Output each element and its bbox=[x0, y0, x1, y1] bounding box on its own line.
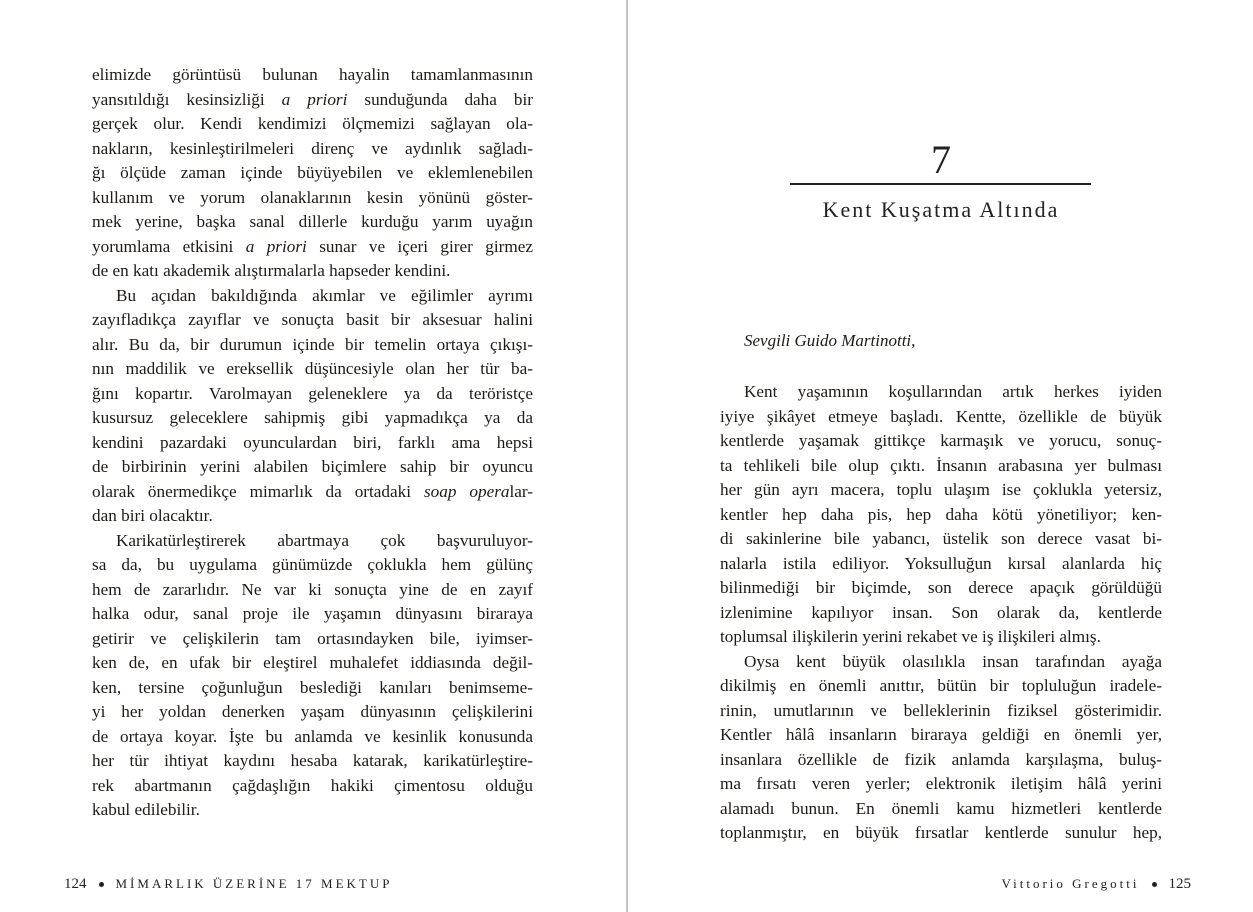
text-run: nakların, kesinleştirilmeleri direnç ve aydınlık sağladı- bbox=[92, 138, 533, 158]
text-line bbox=[92, 578, 533, 603]
running-head-author: Vittorio Gregotti bbox=[1001, 876, 1140, 891]
letter-salutation: Sevgili Guido Martinotti, bbox=[744, 331, 916, 350]
text-line bbox=[720, 821, 1162, 846]
text-run: ğı ölçüde zaman içinde büyüyebilen ve eklemlenebilen bbox=[92, 163, 533, 182]
text-line bbox=[92, 749, 533, 774]
text-line bbox=[720, 601, 1162, 626]
text-line bbox=[720, 723, 1162, 748]
text-line bbox=[720, 699, 1162, 724]
text-line bbox=[92, 504, 533, 529]
chapter-rule bbox=[790, 183, 1091, 185]
text-run: gerçek olur. Kendi kendimizi ölçmemizi sağlayan ola- bbox=[92, 114, 533, 133]
text-run: yi her yoldan denerken yaşam dünyasının çelişkilerini bbox=[92, 702, 533, 721]
text-run: de en katı akademik alıştırmalarla hapseder kendini. bbox=[92, 261, 451, 280]
text-run: kabul edilebilir. bbox=[92, 800, 200, 819]
text-line bbox=[92, 382, 533, 407]
text-run: de birbirinin yerini alabilen biçimlere sahip bir oyuncu bbox=[92, 457, 533, 476]
text-line bbox=[92, 798, 533, 823]
text-run: alamadı bunun. En önemli kamu hizmetleri kentlerde bbox=[720, 798, 1162, 818]
text-line bbox=[92, 88, 533, 113]
text-run: rinin, umutlarının ve belleklerinin fiziksel gösterimidir. bbox=[720, 700, 1162, 720]
right-page bbox=[628, 0, 1253, 912]
text-run: yorumlama etkisini bbox=[92, 236, 246, 256]
text-line bbox=[92, 627, 533, 652]
text-run: mek yerine, başka sanal dillerle kurduğu yarım uyağın bbox=[92, 212, 533, 231]
text-run: rek abartmanın çağdaşlığın hakiki çimentosu olduğu bbox=[92, 775, 533, 795]
text-run: kullanım ve yorum olanaklarının kesin yönünü göster- bbox=[92, 187, 533, 207]
text-line bbox=[720, 797, 1162, 822]
text-run: toplumsal ilişkilerin yerini rekabet ve iş ilişkileri almış. bbox=[720, 627, 1101, 646]
text-run: ta tehlikeli bile olup çıktı. İnsanın arabasına yer bulması bbox=[720, 455, 1162, 475]
text-line bbox=[92, 725, 533, 750]
left-page-body bbox=[92, 63, 533, 823]
text-line bbox=[720, 625, 1162, 650]
chapter-number: 7 bbox=[931, 137, 951, 182]
text-line bbox=[92, 235, 533, 260]
text-run: bilinmediği bir biçimde, son derece apaçık görüldüğü bbox=[720, 578, 1162, 597]
text-run: ğını kopartır. Varolmayan geleneklere ya da teröristçe bbox=[92, 383, 533, 403]
text-run: alır. Bu da, bir durumun içinde bir temelin ortaya çıkışı- bbox=[92, 334, 533, 354]
text-run: toplanmıştır, en büyük fırsatlar kentlerde sunulur hep, bbox=[720, 823, 1162, 842]
text-run: sunar ve içeri girer girmez bbox=[306, 236, 533, 256]
text-line bbox=[720, 454, 1162, 479]
text-line bbox=[92, 406, 533, 431]
text-line bbox=[92, 431, 533, 456]
text-run: yansıtıldığı kesinsizliği bbox=[92, 89, 282, 109]
text-line bbox=[720, 674, 1162, 699]
text-line bbox=[92, 112, 533, 137]
text-line bbox=[720, 405, 1162, 430]
text-line bbox=[92, 137, 533, 162]
text-run: Oysa kent büyük olasılıkla insan tarafından ayağa bbox=[744, 651, 1162, 671]
text-line bbox=[92, 676, 533, 701]
text-run: di sakinlerine bile yabancı, üstelik son derece vasat bi- bbox=[720, 529, 1162, 548]
running-head-book-title: MİMARLIK ÜZERİNE 17 MEKTUP bbox=[115, 876, 393, 891]
page-number: 124 bbox=[64, 876, 87, 892]
italic-term: a priori bbox=[245, 236, 307, 256]
text-line bbox=[92, 186, 533, 211]
text-run: Karikatürleştirerek abartmaya çok başvuruluyor- bbox=[116, 530, 533, 550]
italic-term: a priori bbox=[281, 89, 348, 109]
bullet-icon bbox=[1152, 882, 1157, 887]
left-page bbox=[0, 0, 626, 912]
text-run: nalarla istila ediliyor. Yoksulluğun kırsal alanlarda hiç bbox=[720, 553, 1162, 573]
text-line bbox=[720, 380, 1162, 405]
text-line bbox=[720, 478, 1162, 503]
text-run: dikilmiş en önemli anıttır, bütün bir topluluğun iradele- bbox=[720, 676, 1162, 695]
text-run: sunduğunda daha bir bbox=[347, 89, 533, 109]
text-run: izlenimine kapılıyor insan. Son olarak da, kentlerde bbox=[720, 602, 1162, 622]
text-line bbox=[720, 429, 1162, 454]
text-line bbox=[92, 651, 533, 676]
text-run: hem de zararlıdır. Ne var ki sonuçta yine de en zayıf bbox=[92, 579, 533, 599]
text-run: dan biri olacaktır. bbox=[92, 506, 213, 525]
text-run: elimizde görüntüsü bulunan hayalin tamamlanmasının bbox=[92, 65, 533, 84]
text-run: ken de, en ufak bir eleştirel muhalefet iddiasında değil- bbox=[92, 653, 533, 672]
text-run: her gün ayrı macera, toplu ulaşım ise çoklukla yetersiz, bbox=[720, 480, 1162, 499]
text-line bbox=[720, 503, 1162, 528]
text-run: kentlerde yaşamak gittikçe karmaşık ve yorucu, sonuç- bbox=[720, 431, 1162, 450]
text-line bbox=[720, 748, 1162, 773]
text-run: ma fırsatı veren yerler; elektronik iletişim hâlâ yerini bbox=[720, 774, 1162, 793]
italic-term: soap opera bbox=[423, 481, 510, 501]
text-line bbox=[92, 161, 533, 186]
text-line bbox=[92, 553, 533, 578]
text-line bbox=[92, 700, 533, 725]
text-run: Kent yaşamının koşullarından artık herkes iyiden bbox=[744, 382, 1162, 401]
left-page-footer bbox=[64, 876, 392, 893]
text-line bbox=[92, 455, 533, 480]
text-run: her tür ihtiyat kaydını hesaba katarak, karikatürleştire- bbox=[92, 751, 533, 770]
text-run: insanlara özellikle de fizik anlamda karşılaşma, buluş- bbox=[720, 749, 1162, 769]
text-run: sa da, bu uygulama günümüzde çoklukla hem gülünç bbox=[92, 555, 533, 574]
text-run: kendini pazardaki oyunculardan biri, farklı ama hepsi bbox=[92, 432, 533, 452]
text-line bbox=[92, 529, 533, 554]
text-line bbox=[720, 772, 1162, 797]
text-line bbox=[92, 284, 533, 309]
text-run: getirir ve çelişkilerin tam ortasındayken bile, iyimser- bbox=[92, 628, 533, 648]
page-number: 125 bbox=[1168, 876, 1191, 892]
text-run: iyiye şikâyet etmeye başladı. Kentte, özellikle de büyük bbox=[720, 406, 1162, 426]
text-run: Bu açıdan bakıldığında akımlar ve eğilimler ayrımı bbox=[116, 285, 533, 305]
text-run: kusursuz geleceklere sahipmiş gibi yapmadıkça ya da bbox=[92, 408, 533, 427]
text-run: kentler hep daha pis, hep daha kötü yönetiliyor; ken- bbox=[720, 504, 1162, 524]
text-line bbox=[92, 333, 533, 358]
right-page-body bbox=[720, 380, 1162, 846]
text-line bbox=[92, 63, 533, 88]
text-line bbox=[720, 552, 1162, 577]
text-line bbox=[92, 774, 533, 799]
text-line bbox=[92, 480, 533, 505]
text-run: ken, tersine çoğunluğun beslediği kanıları benimseme- bbox=[92, 677, 533, 697]
text-line bbox=[92, 308, 533, 333]
text-line bbox=[720, 527, 1162, 552]
text-line bbox=[720, 650, 1162, 675]
text-line bbox=[92, 259, 533, 284]
text-run: zayıfladıkça zayıflar ve sonuçta basit bir aksesuar halini bbox=[92, 310, 533, 329]
text-run: halka odur, sanal proje ile yaşamın dünyasını biraraya bbox=[92, 604, 533, 623]
text-line bbox=[92, 357, 533, 382]
text-run: olarak önermedikçe mimarlık da ortadaki bbox=[92, 481, 424, 501]
chapter-title: Kent Kuşatma Altında bbox=[822, 197, 1060, 222]
text-run: lar- bbox=[509, 481, 533, 501]
text-run: nın maddilik ve ereksellik düşüncesiyle olan her tür ba- bbox=[92, 359, 533, 378]
text-run: de ortaya koyar. İşte bu anlamda ve kesinlik konusunda bbox=[92, 726, 533, 746]
text-run: Kentler hâlâ insanların biraraya geldiği en önemli yer, bbox=[720, 725, 1162, 744]
text-line bbox=[92, 210, 533, 235]
text-line bbox=[720, 576, 1162, 601]
bullet-icon bbox=[99, 882, 104, 887]
right-page-footer bbox=[1002, 876, 1191, 893]
text-line bbox=[92, 602, 533, 627]
